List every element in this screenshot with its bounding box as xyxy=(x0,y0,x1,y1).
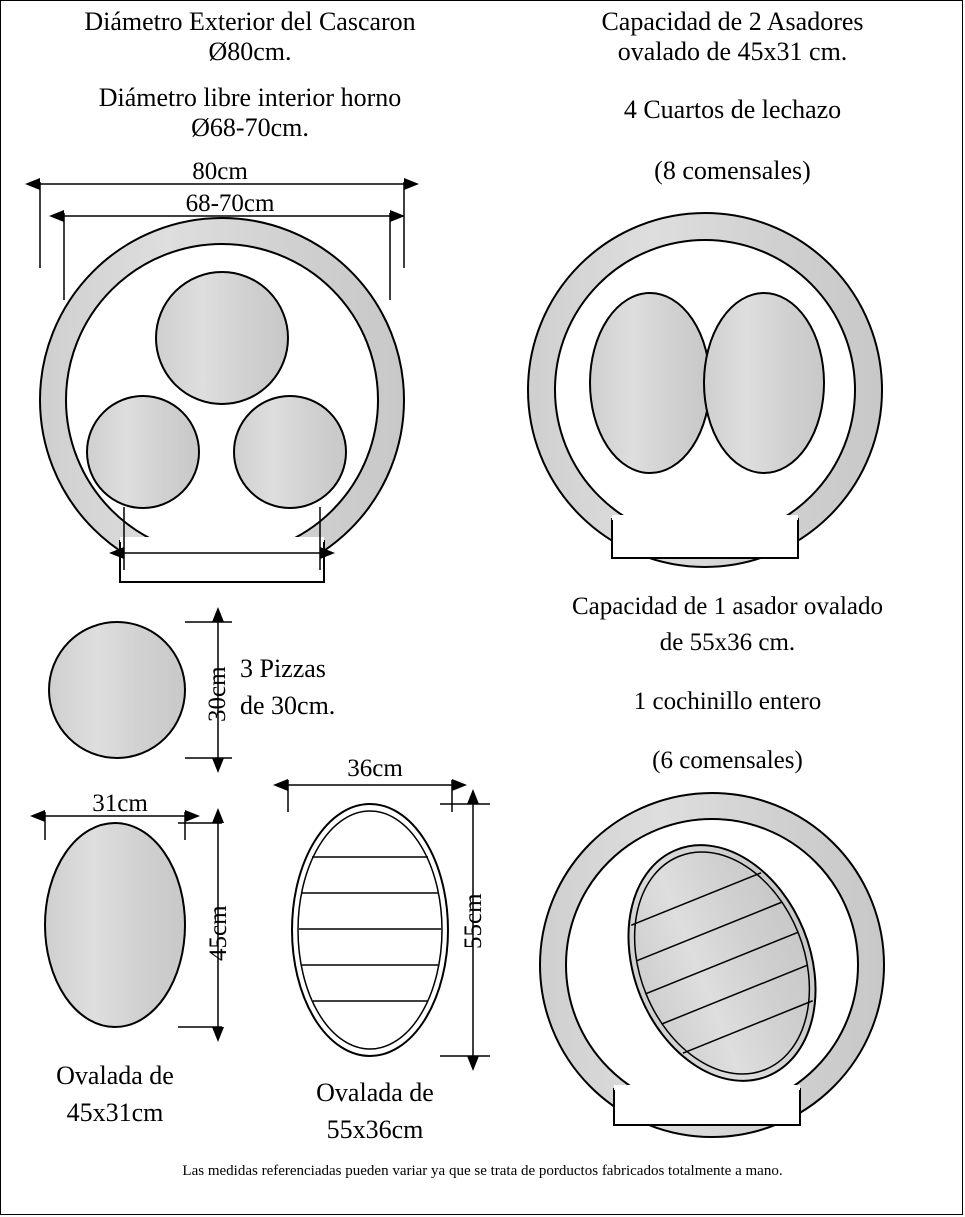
pizza-30-drawing xyxy=(49,622,232,758)
mid-right-line2: de 55x36 cm. xyxy=(659,629,796,656)
dimension-oven-outer: 80cm xyxy=(192,158,248,185)
label-pizzas-line2: de 30cm. xyxy=(240,691,336,720)
title-left-line1: Diámetro Exterior del Cascaron xyxy=(84,7,416,36)
label-oval-large-line2: 55x36cm xyxy=(326,1115,424,1144)
oven-two-ovals-drawing xyxy=(528,213,882,567)
dimension-oven-inner: 68-70cm xyxy=(185,190,275,217)
label-oval-large-line1: Ovalada de xyxy=(316,1078,434,1107)
label-oval-small-line2: 45x31cm xyxy=(66,1098,164,1127)
dimension-pizza-diameter: 30cm xyxy=(203,666,231,723)
title-right-line3: 4 Cuartos de lechazo xyxy=(623,95,842,124)
title-left-line3: Diámetro libre interior horno xyxy=(98,83,402,112)
oval-55x36-drawing xyxy=(288,780,490,1056)
title-right-line4: (8 comensales) xyxy=(654,156,811,185)
label-pizzas-line1: 3 Pizzas xyxy=(240,654,326,683)
title-left-line2: Ø80cm. xyxy=(208,37,292,66)
oval-45x31-drawing xyxy=(45,812,222,1027)
mid-right-line1: Capacidad de 1 asador ovalado xyxy=(572,593,883,620)
oven-pizzas-drawing xyxy=(40,182,404,582)
oven-one-oval-drawing xyxy=(540,793,884,1137)
mid-right-line4: (6 comensales) xyxy=(652,747,803,774)
label-oval-small-line1: Ovalada de xyxy=(56,1061,174,1090)
mid-right-line3: 1 cochinillo entero xyxy=(633,688,822,715)
title-right-line1: Capacidad de 2 Asadores xyxy=(601,7,864,36)
dimension-oval-large-height: 55cm xyxy=(459,893,487,950)
footer-note: Las medidas referenciadas pueden variar ya que se trata de porductos fabricados totalmente a mano. xyxy=(182,1163,783,1179)
dimension-oval-small-height: 45cm xyxy=(204,905,232,962)
title-right-line2: ovalado de 45x31 cm. xyxy=(617,37,848,66)
title-left-line4: Ø68-70cm. xyxy=(191,113,309,142)
dimension-oval-large-width: 36cm xyxy=(347,755,403,782)
dimension-oval-small-width: 31cm xyxy=(92,790,148,817)
